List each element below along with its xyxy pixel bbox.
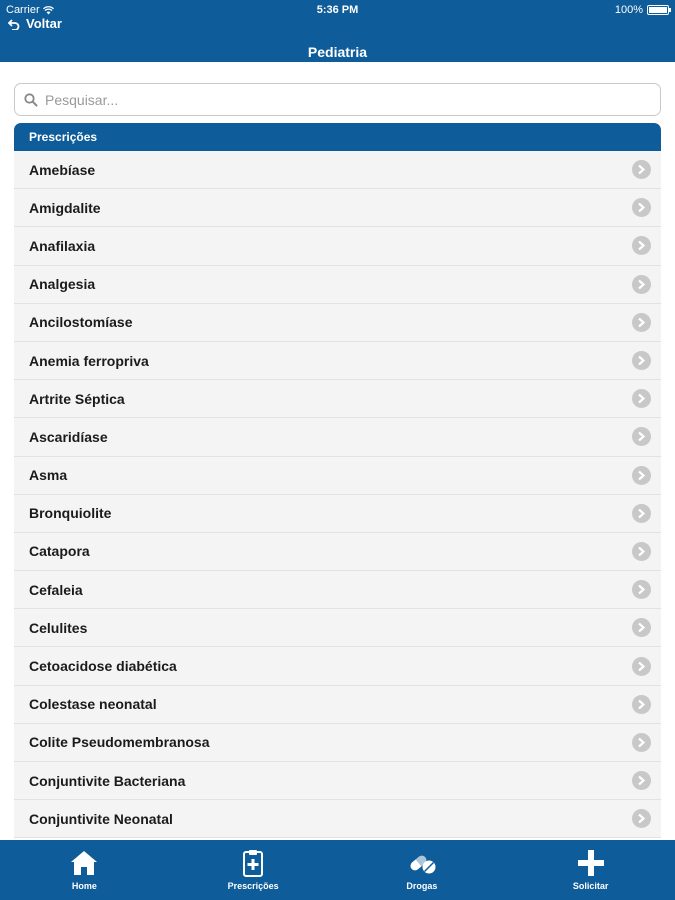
back-button[interactable]	[8, 16, 62, 31]
list-item[interactable]	[14, 418, 661, 456]
list-item[interactable]	[14, 533, 661, 571]
list-item-label: Catapora	[29, 543, 90, 560]
battery-indicator	[615, 4, 669, 16]
section-header: Prescrições	[14, 123, 661, 151]
chevron-right-icon	[632, 657, 651, 676]
tab-bar	[0, 840, 675, 900]
tab-label: Solicitar	[572, 881, 609, 891]
chevron-right-icon	[632, 733, 651, 752]
chevron-right-icon	[632, 351, 651, 370]
home-icon	[69, 849, 99, 877]
list-item[interactable]	[14, 686, 661, 724]
list-item-label: Colestase neonatal	[29, 696, 157, 713]
chevron-right-icon	[632, 389, 651, 408]
list-item-label: Anafilaxia	[29, 237, 96, 254]
chevron-right-icon	[632, 809, 651, 828]
list-item[interactable]	[14, 227, 661, 265]
list-item-label: Cefaleia	[29, 581, 83, 598]
list-item[interactable]	[14, 342, 661, 380]
list-item-label: Anemia ferropriva	[29, 352, 149, 369]
status-bar	[0, 0, 675, 20]
chevron-right-icon	[632, 695, 651, 714]
tab-prescricoes[interactable]	[169, 840, 338, 900]
pills-icon	[407, 849, 437, 877]
status-time: 5:36 PM	[316, 4, 359, 16]
chevron-right-icon	[632, 504, 651, 523]
list-item-label: Cetoacidose diabética	[29, 658, 177, 675]
list-item[interactable]	[14, 647, 661, 685]
tab-label: Home	[71, 881, 97, 891]
list-item-label: Analgesia	[29, 276, 96, 293]
list-item-label: Colite Pseudomembranosa	[29, 734, 210, 751]
list-item[interactable]	[14, 189, 661, 227]
list-item[interactable]	[14, 762, 661, 800]
chevron-right-icon	[632, 427, 651, 446]
chevron-right-icon	[632, 771, 651, 790]
chevron-right-icon	[632, 275, 651, 294]
clipboard-icon	[238, 849, 268, 877]
list-item-label: Conjuntivite Bacteriana	[29, 772, 186, 789]
search-icon	[23, 92, 39, 108]
chevron-right-icon	[632, 160, 651, 179]
chevron-right-icon	[632, 580, 651, 599]
list-item[interactable]	[14, 457, 661, 495]
list-item-label: Asma	[29, 467, 68, 484]
chevron-right-icon	[632, 236, 651, 255]
tab-label: Prescrições	[227, 881, 279, 891]
list-item[interactable]	[14, 609, 661, 647]
tab-label: Drogas	[406, 881, 438, 891]
carrier-label: Carrier	[6, 4, 40, 16]
back-label: Voltar	[26, 16, 62, 31]
list-item[interactable]	[14, 800, 661, 838]
list-item[interactable]	[14, 724, 661, 762]
list-item[interactable]	[14, 151, 661, 189]
chevron-right-icon	[632, 466, 651, 485]
search-input[interactable]	[39, 84, 660, 115]
list-item-label: Amigdalite	[29, 199, 101, 216]
tab-solicitar[interactable]	[506, 840, 675, 900]
navigation-bar	[0, 0, 675, 62]
list-item[interactable]	[14, 304, 661, 342]
list-item-label: Ancilostomíase	[29, 314, 133, 331]
list-item[interactable]	[14, 571, 661, 609]
tab-drogas[interactable]	[338, 840, 507, 900]
list-item[interactable]	[14, 495, 661, 533]
list-item-label: Amebíase	[29, 161, 96, 178]
page-title: Pediatria	[307, 44, 368, 60]
list-item-label: Ascaridíase	[29, 428, 108, 445]
battery-percent: 100%	[614, 4, 643, 16]
list-item-label: Artrite Séptica	[29, 390, 125, 407]
list-rows	[14, 151, 661, 838]
battery-icon	[647, 5, 669, 15]
plus-icon	[576, 849, 606, 877]
chevron-right-icon	[632, 618, 651, 637]
chevron-right-icon	[632, 313, 651, 332]
chevron-right-icon	[632, 542, 651, 561]
back-arrow-icon	[8, 18, 20, 30]
list-item[interactable]	[14, 380, 661, 418]
list-item-label: Bronquiolite	[29, 505, 112, 522]
list-item-label: Conjuntivite Neonatal	[29, 810, 173, 827]
list-item[interactable]	[14, 266, 661, 304]
tab-home[interactable]	[0, 840, 169, 900]
search-bar[interactable]	[14, 83, 661, 116]
prescriptions-list	[14, 123, 661, 840]
list-item-label: Celulites	[29, 619, 88, 636]
chevron-right-icon	[632, 198, 651, 217]
